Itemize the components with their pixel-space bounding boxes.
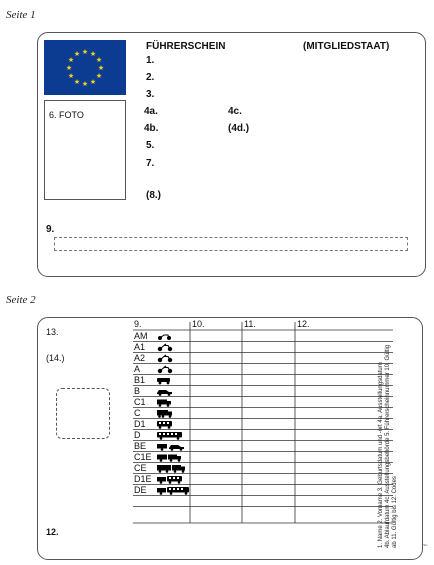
truck-icon: [156, 409, 190, 418]
category-row: [134, 364, 190, 375]
field-12-back: 12.: [46, 527, 59, 537]
svg-text:★: ★: [81, 48, 89, 56]
field-3: 3.: [146, 89, 155, 100]
small-vehicle-icon: [156, 376, 190, 385]
document-title: FÜHRERSCHEIN: [146, 41, 226, 52]
legend-line-2: 4b. Ablaufdatum 4c. Ausstellungsbehörde 5. Führerscheinnummer 10. Gültig: [385, 344, 391, 548]
legend-line-1: 1. Name 2. Vorname 3. Geburtsdatum und -ort 4a. Ausstellungsdatum: [378, 362, 384, 548]
field-4d: (4d.): [228, 123, 250, 134]
svg-text:★: ★: [89, 78, 97, 86]
svg-text:★: ★: [67, 72, 75, 80]
field-7: 7.: [146, 158, 155, 169]
category-row: [134, 408, 190, 419]
light-truck-icon: [156, 398, 190, 407]
category-row: [134, 485, 190, 496]
minibus-trailer-icon: [156, 475, 190, 484]
truck-trailer-icon: [156, 464, 190, 473]
svg-text:★: ★: [73, 50, 81, 58]
category-code: D: [134, 429, 141, 440]
column-header-12: 12.: [297, 319, 310, 329]
field-5: 5.: [146, 140, 155, 151]
motorcycle-icon: [156, 365, 190, 374]
svg-text:★: ★: [97, 64, 105, 72]
motorcycle-icon: [156, 354, 190, 363]
field-8: (8.): [146, 190, 161, 201]
category-code: A1: [134, 341, 146, 352]
field-4b: 4b.: [144, 123, 159, 134]
category-code: C: [134, 407, 141, 418]
light-truck-trailer-icon: [156, 453, 190, 462]
car-trailer-icon: [156, 442, 190, 451]
motorcycle-icon: [156, 343, 190, 352]
category-code: C1: [134, 396, 146, 407]
legend-line-3: ab 11. Gültig bis 12. Codes: [392, 476, 398, 548]
moped-icon: [156, 332, 190, 341]
category-row: [134, 342, 190, 353]
category-code: DE: [134, 484, 147, 495]
column-header-10: 10.: [192, 319, 205, 329]
category-row: [134, 375, 190, 386]
category-row: [134, 441, 190, 452]
category-code: B1: [134, 374, 146, 385]
category-code: D1: [134, 418, 146, 429]
svg-text:★: ★: [95, 56, 103, 64]
category-code: A: [134, 363, 141, 374]
bus-icon: [156, 431, 190, 440]
column-header-11: 11.: [244, 319, 256, 329]
field-1: 1.: [146, 55, 155, 66]
category-code: BE: [134, 440, 147, 451]
category-code: A2: [134, 352, 146, 363]
category-row: [134, 397, 190, 408]
member-state: (MITGLIEDSTAAT): [303, 41, 390, 52]
category-row: [134, 419, 190, 430]
photo-label: 6. FOTO: [49, 110, 84, 120]
minibus-icon: [156, 420, 190, 429]
svg-text:★: ★: [81, 80, 89, 88]
page-label-1: Seite 1: [6, 9, 36, 21]
field-14: (14.): [46, 353, 65, 363]
category-row: [134, 386, 190, 397]
category-code: B: [134, 385, 141, 396]
field-13: 13.: [46, 327, 59, 337]
column-header-9: 9.: [134, 319, 142, 329]
bus-trailer-icon: [156, 486, 190, 495]
category-code: CE: [134, 462, 147, 473]
category-row: [134, 331, 190, 342]
field-legend: [378, 314, 424, 548]
category-row: [134, 430, 190, 441]
category-code: D1E: [134, 473, 152, 484]
svg-text:★: ★: [95, 72, 103, 80]
category-code: AM: [134, 330, 148, 341]
svg-text:★: ★: [67, 56, 75, 64]
field-4c: 4c.: [228, 106, 242, 117]
field-2: 2.: [146, 72, 155, 83]
page-label-2: Seite 2: [6, 294, 36, 306]
svg-text:★: ★: [73, 78, 81, 86]
category-code: C1E: [134, 451, 152, 462]
category-row: [134, 474, 190, 485]
category-row: [134, 463, 190, 474]
car-icon: [156, 387, 190, 396]
svg-text:★: ★: [89, 50, 97, 58]
field-9-label: 9.: [46, 224, 55, 235]
field-4a: 4a.: [144, 106, 158, 117]
footnote-mark: f: [423, 544, 430, 546]
svg-text:★: ★: [65, 64, 73, 72]
category-row: [134, 452, 190, 463]
category-row: [134, 353, 190, 364]
